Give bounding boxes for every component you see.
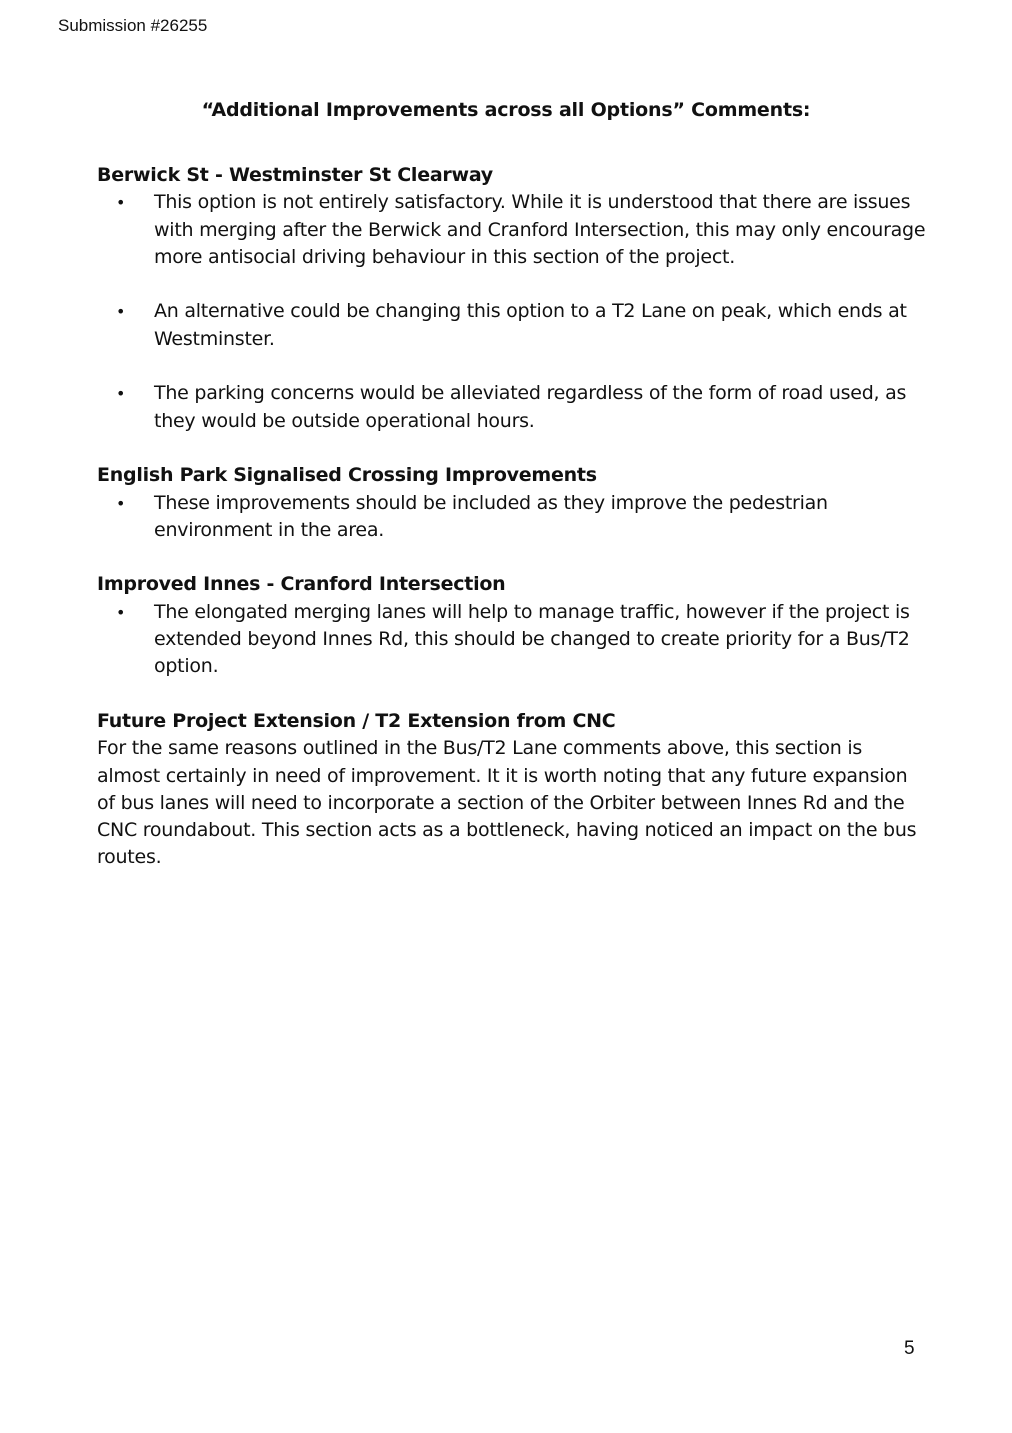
list-item-text: The parking concerns would be alleviated regardless of the form of road used, as they would be outside operational hours. (154, 382, 907, 432)
bullet-icon: • (116, 384, 126, 404)
list-item (97, 380, 927, 435)
bullet-list (97, 599, 927, 681)
bullet-icon: • (116, 602, 126, 622)
section-paragraph: For the same reasons outlined in the Bus/T2 Lane comments above, this section is almost certainly in need of improvement. It it is worth noting that any future expansion of bus lanes will need to incorporate a section of the Orbiter between Innes Rd and the CNC roundabout. This section acts as a bottleneck, having noticed an impact on the bus routes. (97, 737, 917, 869)
page-title: “Additional Improvements across all Options” Comments: (201, 99, 811, 121)
submission-label: Submission #26255 (58, 16, 208, 35)
bullet-list (97, 189, 927, 435)
section-english-park-crossing (97, 462, 927, 544)
list-item (97, 189, 927, 271)
section-heading: English Park Signalised Crossing Improvements (97, 464, 597, 487)
section-heading: Improved Innes - Cranford Intersection (97, 573, 506, 596)
bullet-icon: • (116, 493, 126, 513)
bullet-icon: • (116, 302, 126, 322)
bullet-icon: • (116, 193, 126, 213)
page-number: 5 (904, 1338, 915, 1359)
section-future-extension (97, 708, 927, 872)
section-heading: Future Project Extension / T2 Extension from CNC (97, 709, 616, 732)
section-innes-cranford-intersection (97, 571, 927, 680)
list-item-text: This option is not entirely satisfactory. While it is understood that there are issues with merging after the Berwick and Cranford Intersection, this may only encourage more antisocial driving behaviour in this section of the project. (154, 191, 926, 268)
list-item (97, 298, 927, 353)
bullet-list (97, 490, 927, 545)
section-heading: Berwick St - Westminster St Clearway (97, 164, 493, 186)
list-item-text: An alternative could be changing this option to a T2 Lane on peak, which ends at Westminster. (154, 300, 907, 350)
document-body (97, 162, 927, 899)
list-item-text: The elongated merging lanes will help to manage traffic, however if the project is extended beyond Innes Rd, this should be changed to create priority for a Bus/T2 option. (154, 600, 910, 678)
list-item (97, 599, 927, 681)
list-item (97, 490, 927, 545)
section-berwick-clearway (97, 162, 927, 435)
list-item-text: These improvements should be included as they improve the pedestrian environment in the area. (154, 491, 828, 541)
